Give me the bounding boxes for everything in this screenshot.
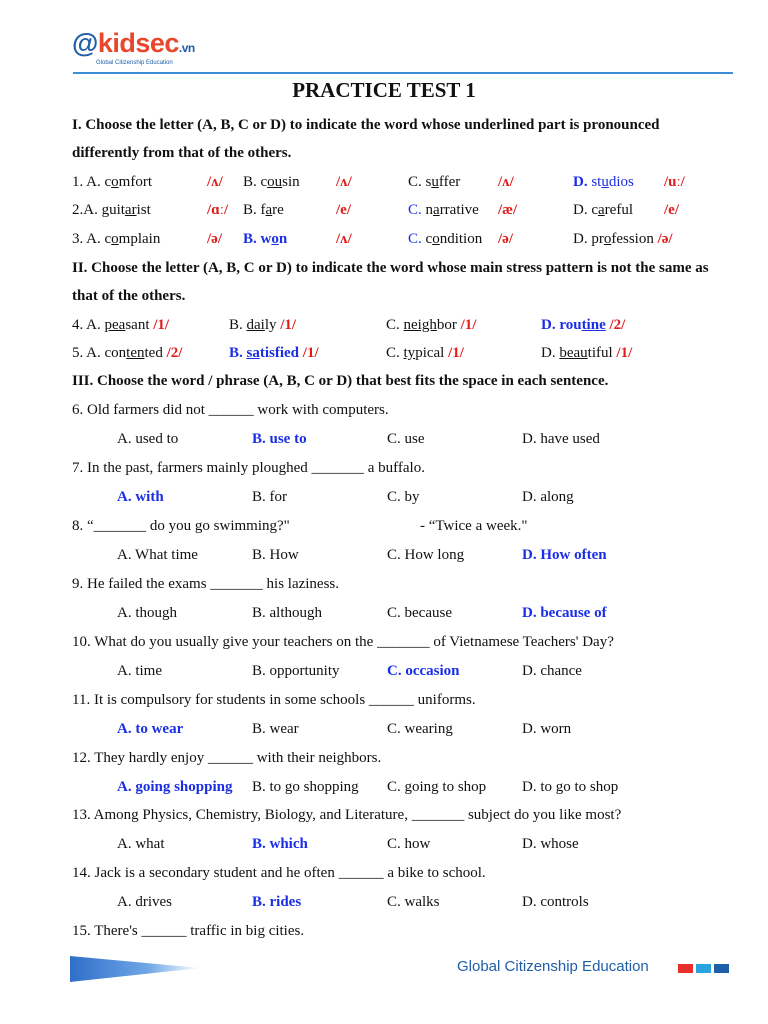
question-10-stem: 10. What do you usually give your teachers on the _______ of Vietnamese Teachers' Day? (72, 634, 614, 650)
option-d[interactable]: D. have used (522, 431, 600, 447)
option-c[interactable]: C. how (387, 836, 431, 852)
question-1: 1. A. comfort /ʌ/ B. cousin /ʌ/ C. suffer /ʌ/ D. studios /uː/ (72, 174, 685, 190)
option-b[interactable]: B. to go shopping (252, 779, 359, 795)
footer-text: Global Citizenship Education (457, 958, 649, 975)
question-7-stem: 7. In the past, farmers mainly ploughed _______ a buffalo. (72, 460, 425, 476)
option-a-answer[interactable]: A. with (117, 489, 164, 505)
option-a[interactable]: A. what (117, 836, 165, 852)
logo-brand: kidsec (97, 28, 179, 58)
option-c[interactable]: C. wearing (387, 721, 453, 737)
option-d[interactable]: D. whose (522, 836, 579, 852)
option-c[interactable]: C. use (387, 431, 425, 447)
question-15-stem: 15. There's ______ traffic in big cities. (72, 923, 305, 939)
question-9-options (0, 599, 768, 627)
option-c[interactable]: C. walks (387, 894, 440, 910)
option-a[interactable]: A. drives (117, 894, 172, 910)
header-rule (73, 72, 733, 74)
section-1-heading-line1: I. Choose the letter (A, B, C or D) to indicate the word whose underlined part is pronounced (72, 117, 660, 133)
option-b[interactable]: B. although (252, 605, 322, 621)
option-d[interactable]: D. chance (522, 663, 582, 679)
section-1-heading-line2: differently from that of the others. (72, 145, 292, 161)
option-a[interactable]: A. though (117, 605, 177, 621)
option-a[interactable]: A. used to (117, 431, 179, 447)
option-c-answer[interactable]: C. occasion (387, 663, 460, 679)
kidsec-logo (72, 30, 195, 66)
option-d-answer[interactable]: D. How often (522, 547, 607, 563)
section-3-heading: III. Choose the word / phrase (A, B, C or D) that best fits the space in each sentence. (72, 373, 609, 389)
question-6-stem: 6. Old farmers did not ______ work with computers. (72, 402, 389, 418)
footer-square-darkblue (714, 964, 729, 973)
option-b[interactable]: B. for (252, 489, 287, 505)
question-14-stem: 14. Jack is a secondary student and he often ______ a bike to school. (72, 865, 486, 881)
option-b-answer[interactable]: B. rides (252, 894, 302, 910)
option-b-answer[interactable]: B. use to (252, 431, 307, 447)
option-d[interactable]: D. worn (522, 721, 572, 737)
question-11-options (0, 715, 768, 743)
question-3: 3. A. complain /ə/ B. won /ʌ/ C. condition /ə/ D. profession /ə/ (72, 231, 673, 247)
option-b-answer[interactable]: B. which (252, 836, 308, 852)
footer-wedge-icon (70, 954, 200, 984)
question-13-stem: 13. Among Physics, Chemistry, Biology, and Literature, _______ subject do you like most? (72, 807, 622, 823)
option-a[interactable]: A. What time (117, 547, 198, 563)
question-8-options (0, 541, 768, 569)
option-b[interactable]: B. wear (252, 721, 299, 737)
question-11-stem: 11. It is compulsory for students in some schools ______ uniforms. (72, 692, 476, 708)
option-d-answer[interactable]: D. because of (522, 605, 607, 621)
question-8-reply: - “Twice a week." (420, 518, 528, 534)
footer-square-lightblue (696, 964, 711, 973)
logo-tld: .vn (178, 41, 195, 55)
option-a-answer[interactable]: A. to wear (117, 721, 184, 737)
logo-at: @ (72, 28, 98, 58)
question-2: 2.A. guitarist /ɑː/ B. fare /e/ C. narrative /æ/ D. careful /e/ (72, 202, 679, 218)
section-2-heading-line2: that of the others. (72, 288, 186, 304)
option-d[interactable]: D. along (522, 489, 574, 505)
question-7-options (0, 483, 768, 511)
section-2-heading-line1: II. Choose the letter (A, B, C or D) to indicate the word whose main stress pattern is not the same as (72, 260, 709, 276)
footer-square-red (678, 964, 693, 973)
question-4: 4. A. peasant /1/ B. daily /1/ C. neighbor /1/ D. routine /2/ (72, 317, 626, 333)
option-b[interactable]: B. How (252, 547, 299, 563)
question-12-options (0, 773, 768, 801)
page-title: PRACTICE TEST 1 (292, 78, 476, 102)
option-b[interactable]: B. opportunity (252, 663, 340, 679)
question-6-options (0, 425, 768, 453)
option-a[interactable]: A. time (117, 663, 162, 679)
option-a-answer[interactable]: A. going shopping (117, 779, 233, 795)
option-c[interactable]: C. going to shop (387, 779, 487, 795)
question-13-options (0, 830, 768, 858)
option-c[interactable]: C. How long (387, 547, 465, 563)
option-d[interactable]: D. controls (522, 894, 589, 910)
question-10-options (0, 657, 768, 685)
question-8-stem: 8. “_______ do you go swimming?" - “Twice a week." (0, 512, 768, 540)
question-9-stem: 9. He failed the exams _______ his laziness. (72, 576, 340, 592)
option-c[interactable]: C. by (387, 489, 420, 505)
question-14-options (0, 888, 768, 916)
question-5: 5. A. contented /2/ B. satisfied /1/ C. typical /1/ D. beautiful /1/ (72, 345, 633, 361)
option-d[interactable]: D. to go to shop (522, 779, 619, 795)
logo-tagline: Global Citizenship Education (96, 60, 173, 66)
option-c[interactable]: C. because (387, 605, 452, 621)
question-12-stem: 12. They hardly enjoy ______ with their neighbors. (72, 750, 382, 766)
